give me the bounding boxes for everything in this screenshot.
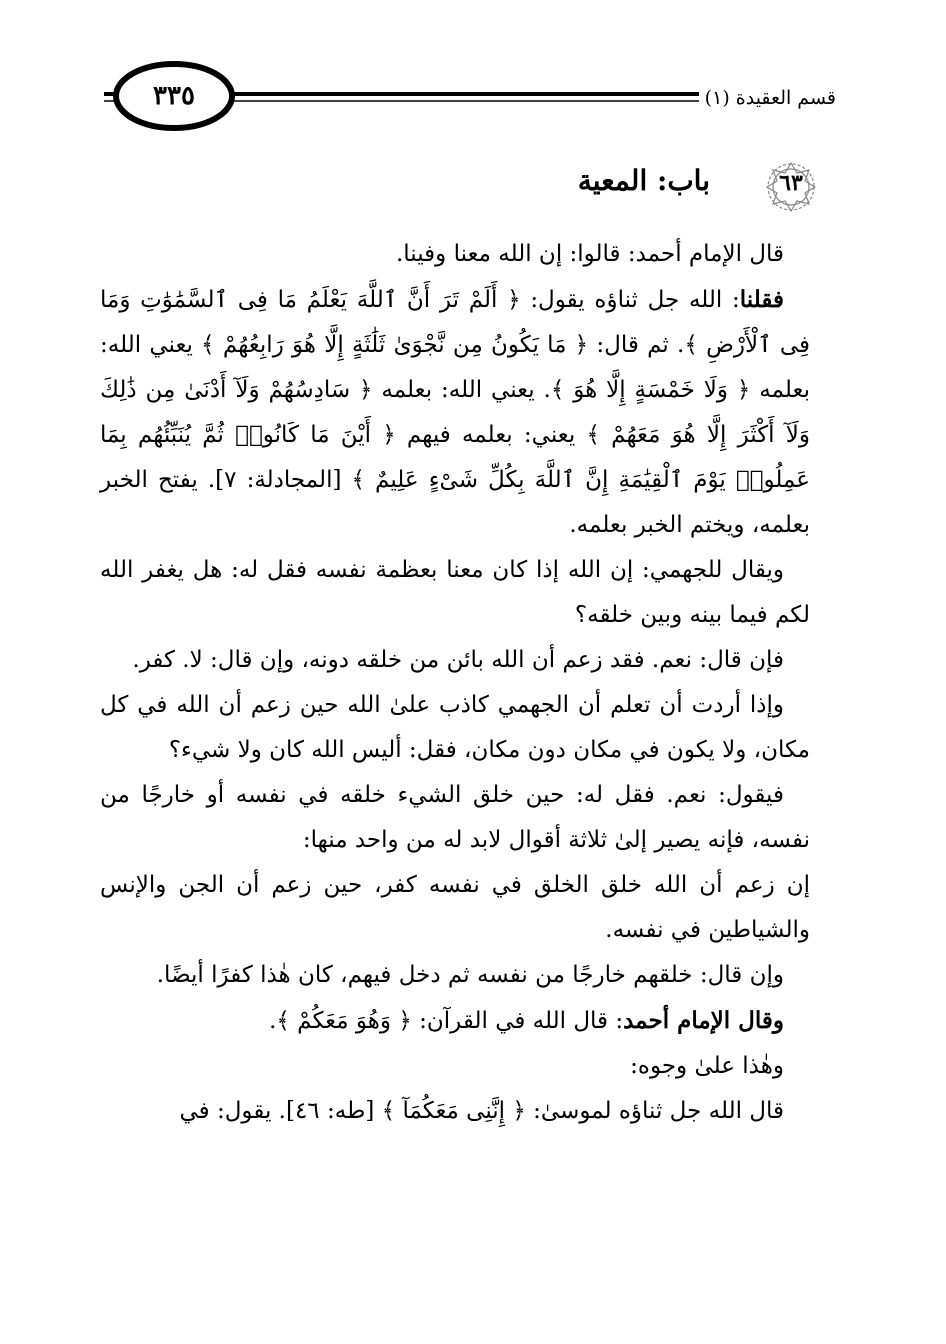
- paragraph: [100, 232, 810, 277]
- bold-lead: وقال الإمام أحمد: [623, 1007, 784, 1034]
- paragraph-text: : قال الله في القرآن: ﴿ وَهُوَ مَعَكُمْ ﴾.: [269, 1008, 624, 1034]
- chapter-title: باب: المعية: [577, 164, 710, 197]
- paragraph: [100, 548, 810, 638]
- header-rule-ornament: [0, 0, 946, 140]
- paragraph: [100, 277, 810, 548]
- paragraph-text: قال الله جل ثناؤه لموسىٰ: ﴿ إِنَّنِى مَعَكُمَآ ﴾ [طه: ٤٦]. يقول: في: [179, 1098, 784, 1124]
- paragraph-text: وإن قال: خلقهم خارجًا من نفسه ثم دخل فيهم، كان هٰذا كفرًا أيضًا.: [156, 962, 784, 988]
- chapter-badge: [762, 160, 820, 214]
- paragraph-text: فيقول: نعم. فقل له: حين خلق الشيء خلقه في نفسه أو خارجًا من نفسه، فإنه يصير إلىٰ ثلاثة أقوال لابد له من واحد منها:: [100, 782, 810, 853]
- paragraph: [100, 1089, 810, 1134]
- paragraph: [100, 863, 810, 953]
- paragraph: [100, 953, 810, 998]
- page-header: [0, 0, 946, 140]
- running-title: قسم العقيدة (١): [699, 86, 842, 110]
- chapter-heading: [0, 156, 946, 216]
- chapter-number: ٦٣: [779, 170, 803, 196]
- paragraph-text: فإن قال: نعم. فقد زعم أن الله بائن من خلقه دونه، وإن قال: لا. كفر.: [132, 647, 784, 673]
- paragraph: [100, 998, 810, 1044]
- body-text: [100, 232, 810, 1134]
- page-number: ٣٣٥: [153, 81, 195, 111]
- bold-lead: فقلنا: [739, 286, 784, 313]
- paragraph: [100, 773, 810, 863]
- paragraph-text: ويقال للجهمي: إن الله إذا كان معنا بعظمة نفسه فقل له: هل يغفر الله لكم فيما بينه وبين خلقه؟: [100, 557, 810, 628]
- paragraph-text: وهٰذا علىٰ وجوه:: [630, 1053, 784, 1079]
- paragraph-text: إن زعم أن الله خلق الخلق في نفسه كفر، حين زعم أن الجن والإنس والشياطين في نفسه.: [100, 872, 810, 943]
- paragraph: [100, 683, 810, 773]
- paragraph: [100, 1044, 810, 1089]
- paragraph-text: : الله جل ثناؤه يقول: ﴿ أَلَمْ تَرَ أَنَّ ٱللَّهَ يَعْلَمُ مَا فِى ٱلسَّمَٰوَٰتِ وَمَا فِى ٱلْأَرْضِ ﴾. ثم قال: ﴿ مَا يَكُونُ مِن نَّجْوَىٰ ثَلَٰثَةٍ إِلَّا هُوَ رَابِعُهُمْ ﴾ يعني الله: بعلمه ﴿ وَلَا خَمْسَةٍ إِلَّا هُوَ ﴾. يعني الله: بعلمه ﴿ سَادِسُهُمْ وَلَآ أَدْنَىٰ مِن ذَٰلِكَ وَلَآ أَكْثَرَ إِلَّا هُوَ مَعَهُمْ ﴾ يعني: بعلمه فيهم ﴿ أَيْنَ مَا كَانُوا۟ ثُمَّ يُنَبِّئُهُم بِمَا عَمِلُوا۟ يَوْمَ ٱلْقِيَٰمَةِ إِنَّ ٱللَّهَ بِكُلِّ شَىْءٍ عَلِيمٌ ﴾ [المجادلة: ٧]. يفتح الخبر بعلمه، ويختم الخبر بعلمه.: [100, 287, 810, 538]
- paragraph: [100, 638, 810, 683]
- paragraph-text: قال الإمام أحمد: قالوا: إن الله معنا وفينا.: [395, 241, 784, 267]
- paragraph-text: وإذا أردت أن تعلم أن الجهمي كاذب علىٰ الله حين زعم أن الله في كل مكان، ولا يكون في مكان دون مكان، فقل: أليس الله كان ولا شيء؟: [100, 692, 810, 763]
